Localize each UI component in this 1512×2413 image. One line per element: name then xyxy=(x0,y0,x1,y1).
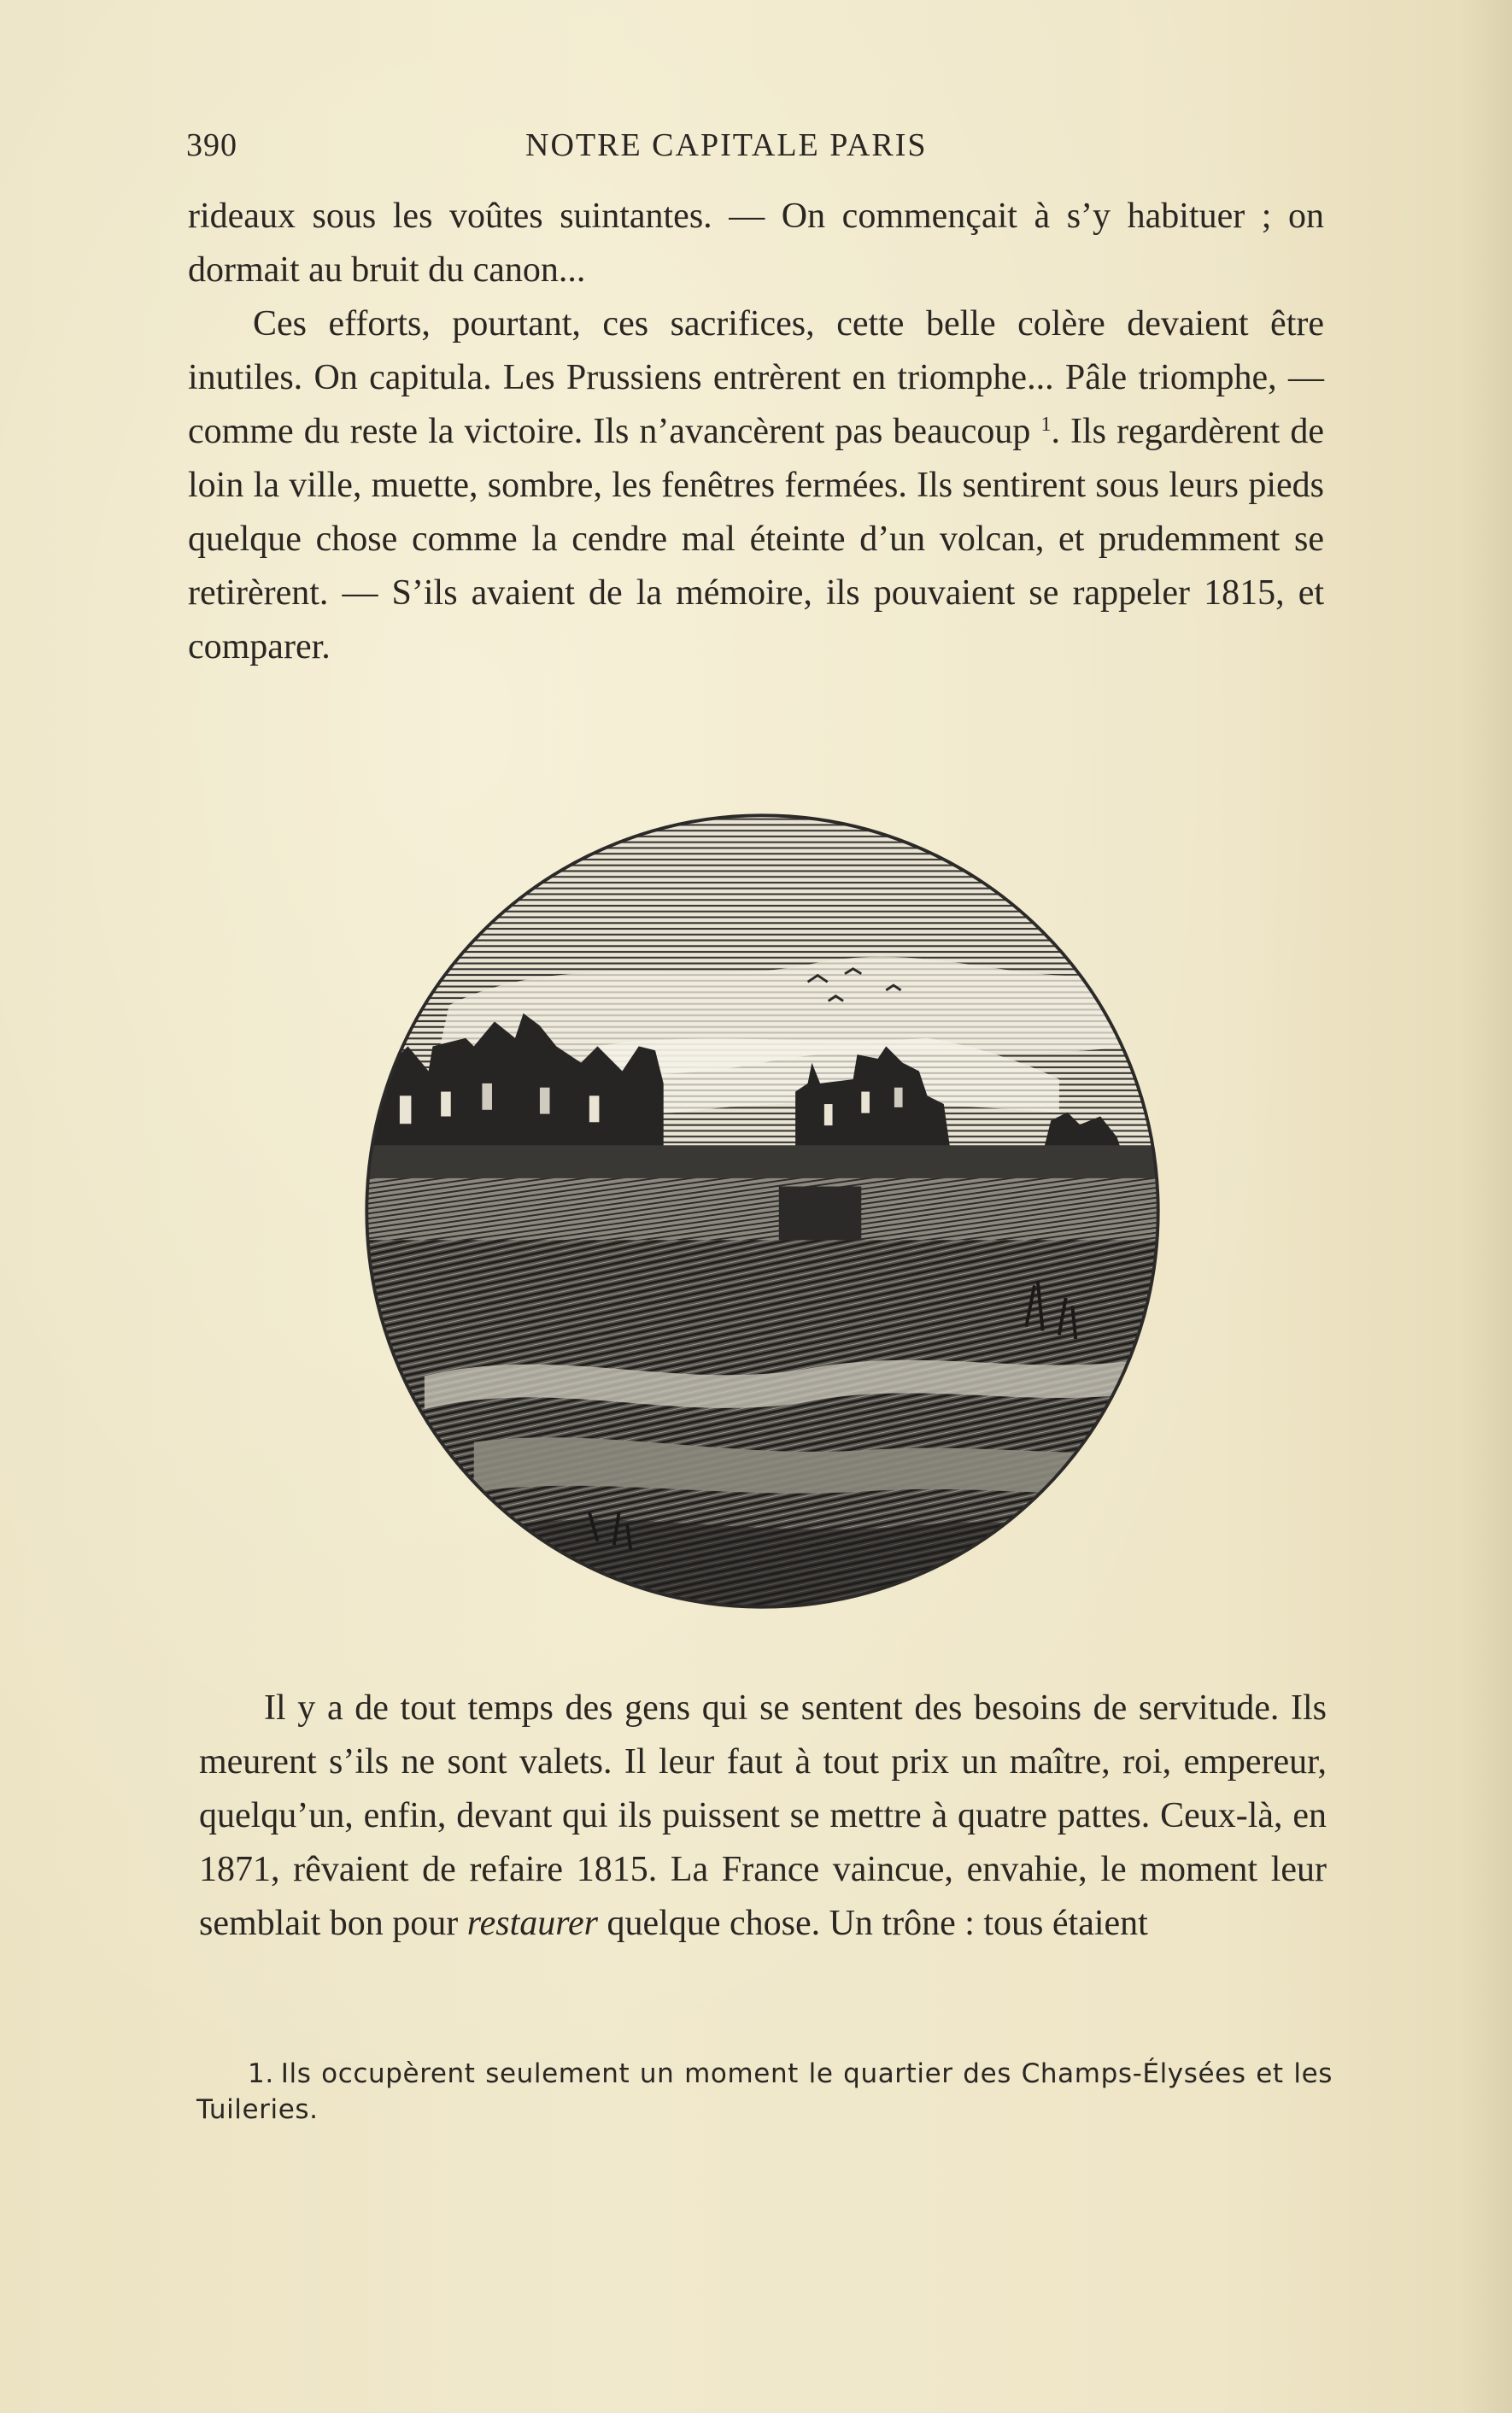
page-header xyxy=(0,126,1512,167)
footnote-reference: 1 xyxy=(1040,414,1052,436)
paragraph-continued xyxy=(188,190,1324,297)
page-edge-shadow xyxy=(1461,0,1512,2413)
wall-and-fence xyxy=(350,1178,1175,1244)
paragraph-text: Ces efforts, pourtant, ces sacrifices, cette belle colère devaient être inutiles. On capitula. Les Prussiens entrèrent en triomphe... Pâle triomphe, — comme du reste la victoire. Ils n’avancèrent pas beaucoup xyxy=(188,304,1324,451)
paragraph-text: . Ils regardèrent de loin la ville, muette, sombre, les fenêtres fermées. Ils sentirent sous leurs pieds quelque chose comme la cendre mal éteinte d’un volcan, et prudemment se retirèrent. — S’ils avaient de la mémoire, ils pouvaient se rappeler 1815, et comparer. xyxy=(188,412,1324,666)
paragraph-servitude xyxy=(199,1682,1327,1951)
paragraph-capitulation xyxy=(188,297,1324,674)
paragraph-text: Il y a de tout temps des gens qui se sentent des besoins de servitude. Ils meurent s’ils ne sont valets. Il leur faut à tout prix un maître, roi, empereur, quelqu’un, enfin, devant qui ils puissent se mettre à quatre pattes. Ceux-là, en 1871, rêvaient de refaire 1815. La France vaincue, envahie, le moment leur semblait bon pour xyxy=(199,1688,1327,1943)
footnote-number: 1. xyxy=(248,2058,274,2089)
paragraph-text: rideaux sous les voûtes suintantes. — On commençait à s’y habituer ; on dormait au bruit du canon... xyxy=(188,197,1324,290)
footnote-text: Ils occupèrent seulement un moment le quartier des Champs-Élysées et les Tuileries. xyxy=(196,2058,1333,2125)
body-text-bottom xyxy=(199,1682,1327,1951)
running-title: NOTRE CAPITALE PARIS xyxy=(525,127,928,163)
paragraph-text: quelque chose. Un trône : tous étaient xyxy=(598,1904,1148,1943)
footnote xyxy=(196,2056,1333,2128)
emphasized-word: restaurer xyxy=(466,1904,599,1943)
engraving-scene xyxy=(350,799,1175,1623)
circular-engraving-illustration xyxy=(350,799,1175,1623)
body-text-top xyxy=(188,190,1324,674)
page-number: 390 xyxy=(186,127,237,163)
gateway xyxy=(779,1187,862,1245)
